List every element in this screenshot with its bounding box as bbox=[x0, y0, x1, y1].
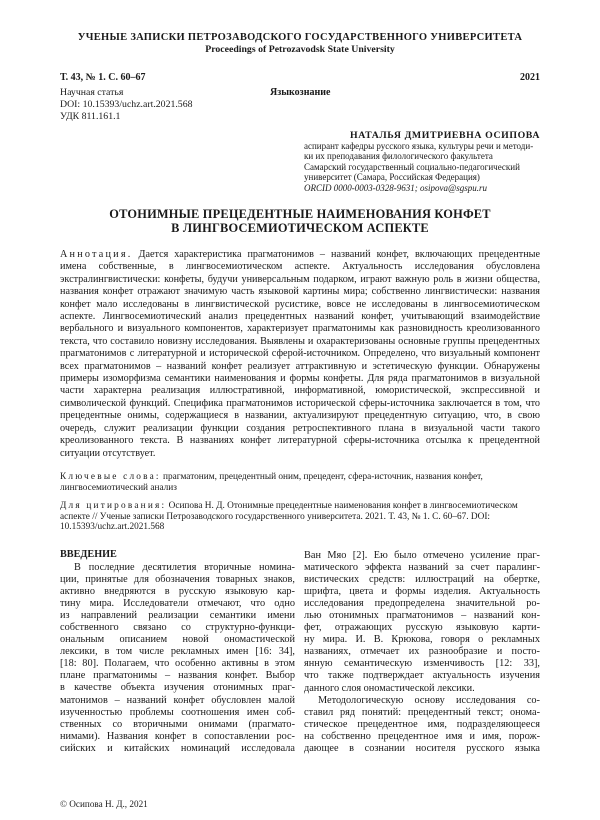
body-line: вистических средств: иллюстраций на обертке, bbox=[304, 574, 540, 586]
body-line: тину мира. Исследователи отмечают, что одно bbox=[60, 598, 295, 610]
citation bbox=[60, 501, 540, 533]
body-line: лью отонимных прагматонимов – названий кон- bbox=[304, 610, 540, 622]
body-line: из направлений реализации семантики имени bbox=[60, 610, 295, 622]
title-line: ОТОНИМНЫЕ ПРЕЦЕДЕНТНЫЕ НАИМЕНОВАНИЯ КОНФЕТ bbox=[109, 207, 491, 221]
journal-title-ru: УЧЕНЫЕ ЗАПИСКИ ПЕТРОЗАВОДСКОГО ГОСУДАРСТВЕННОГО УНИВЕРСИТЕТА bbox=[77, 32, 523, 43]
body-line: Ван Мяо [2]. Ею было отмечено усиление праг- bbox=[304, 550, 540, 561]
citation-label: Для цитирования: bbox=[60, 501, 167, 511]
body-line: плане прагматонимы – названия конфет. Выбор bbox=[60, 670, 295, 682]
keywords bbox=[60, 472, 540, 493]
body-line: изученностью проблемы соотношения имен соб- bbox=[60, 706, 295, 718]
body-line: лексики, в том числе рекламных имен [16: 34], bbox=[60, 646, 295, 658]
body-line: матического эффекта названий за счет паралинг- bbox=[304, 562, 540, 574]
body-column-right bbox=[304, 550, 540, 755]
citation-text: Осипова Н. Д. Отонимные прецедентные наименования конфет в лингвосемиотическом аспекте // Ученые записки Петрозаводского государственного университета. 2021. Т. 43, № 1. С. 60–67. DOI: 10.15393/uchz.art.2021.568 bbox=[60, 501, 518, 532]
orcid-email: ORCID 0000-0003-0328-9631; osipova@sgspu.ru bbox=[304, 182, 488, 193]
body-line: сийских и китайских номинаций исследовала bbox=[60, 742, 295, 754]
udk: УДК 811.161.1 bbox=[60, 111, 121, 122]
body-line: на собственно прецедентное имя и имя, порож- bbox=[304, 730, 540, 742]
body-line: ственных со вторичными онимами (прагмато- bbox=[60, 718, 295, 730]
title-line: В ЛИНГВОСЕМИОТИЧЕСКОМ АСПЕКТЕ bbox=[171, 220, 429, 235]
body-line: названиях, отмечает их разнообразие и посто- bbox=[304, 646, 540, 658]
body-line: в качестве объекта изучения отонимных праг- bbox=[60, 682, 295, 694]
body-line: ставил ряд понятий: прецедентный текст; онома- bbox=[304, 706, 540, 718]
body-line: В последние десятилетия вторичные номина- bbox=[74, 562, 295, 573]
body-line: янную семантическую изменчивость [12: 33], bbox=[304, 658, 540, 670]
article-type: Научная статья bbox=[60, 87, 124, 98]
abstract bbox=[60, 249, 540, 460]
body-line: стическое прецедентное имя, подразделяющееся bbox=[304, 718, 540, 730]
abstract-text: Дается характеристика прагматонимов – названий конфет, включающих прецедентные имена собственные, в лингвосемиотическом аспекте. Актуальность исследования обусловлена экстралингвистически: конфеты, будучи универсальным подарком, играют важную роль в жизни общества, названия конфет отражают значимую часть языковой картины мира; собственно лингвистически: названия конфет мало исследованы в лингвистической русистике, вовсе не исследованы в лингвосемиотическом аспекте. Лингвосемиотический анализ прецедентных названий конфет, учитывающий взаимодействие вербального и визуального компонентов, характеризует прагматонимы как разновидность креолизованного текста, что составило новизну исследования. Выявлены и охарактеризованы основные группы прецедентных прагматонимов с литературной и исторической сферой-источником. Определено, что визуальный компонент всех прагматонимов – названий конфет реализует аттрактивную и эстетическую функции. Обнаружены примеры изоморфизма семантики наименования и формы конфеты. Для ряда прагматонимов в визуальной части характерна реализация иллюстративной, информативной, юмористической, экспрессивной и символической функций. Специфика прагматонимов исторической сферы-источника заключается в том, что прецедентные онимы, содержащиеся в названии, актуализируют прецедентную ситуацию, что, в свою очередь, служит реализации функции создания ретроспективного плана в визуальной части такого креолизованного текста. В названиях конфет литературной сферы-источника отсылка к прецедентной ситуации отсутствует. bbox=[60, 249, 541, 459]
author-affiliation bbox=[304, 141, 544, 193]
abstract-label: Аннотация. bbox=[60, 249, 133, 260]
body-line: нимами). Названия конфет в сопоставлении рос- bbox=[60, 730, 295, 742]
author-name: НАТАЛЬЯ ДМИТРИЕВНА ОСИПОВА bbox=[350, 130, 540, 141]
article-title bbox=[60, 208, 540, 235]
body-line: [18: 80]. Полагаем, что особенно активны в этом bbox=[60, 658, 295, 670]
body-line: исследования предопределена значительной ро- bbox=[304, 598, 540, 610]
body-line: дающее в сознании носителя русского языка bbox=[304, 742, 540, 754]
body-line: матонимов – названий конфет обусловлен малой bbox=[60, 694, 295, 706]
body-line: активно внедряются в русскую языковую кар- bbox=[60, 586, 295, 598]
section-name: Языкознание bbox=[270, 87, 331, 98]
issue-year: 2021 bbox=[520, 72, 540, 83]
keywords-text: прагматоним, прецедентный оним, прецедент, сфера-источник, названия конфет, лингвосемиотический анализ bbox=[60, 472, 483, 493]
body-line: ну мира. И. В. Крюкова, говоря о рекламных bbox=[304, 634, 540, 646]
body-line: шрифта, цвета и формы изделия. Актуальность bbox=[304, 586, 540, 598]
body-line: Методологическую основу исследования со- bbox=[318, 694, 540, 706]
copyright: © Осипова Н. Д., 2021 bbox=[60, 799, 148, 809]
keywords-label: Ключевые слова: bbox=[60, 472, 161, 482]
body-line: данного слоя ономастической лексики. bbox=[304, 682, 475, 694]
affiliation-line: Самарский государственный социально-педагогический bbox=[304, 161, 520, 172]
volume-pages: Т. 43, № 1. С. 60–67 bbox=[60, 72, 146, 83]
journal-title-en: Proceedings of Petrozavodsk State University bbox=[205, 44, 395, 55]
body-line: ции, принятые для обозначения товарных знаков, bbox=[60, 574, 295, 586]
body-column-left bbox=[60, 562, 295, 755]
body-line: ональным описанием новой ономастической bbox=[60, 634, 295, 646]
body-line: собственного связано со структурно-функци- bbox=[60, 622, 295, 634]
body-line: что также подтверждает актуальность изучения bbox=[304, 670, 540, 682]
affiliation-line: аспирант кафедры русского языка, культуры речи и методи- bbox=[304, 141, 534, 151]
body-line: фет, отражающих русскую языковую карти- bbox=[304, 622, 540, 634]
affiliation-line: ки их преподавания филологического факультета bbox=[304, 151, 493, 162]
section-heading: ВВЕДЕНИЕ bbox=[60, 549, 117, 560]
doi: DOI: 10.15393/uchz.art.2021.568 bbox=[60, 99, 193, 110]
affiliation-line: университет (Самара, Российская Федерация) bbox=[304, 172, 480, 183]
